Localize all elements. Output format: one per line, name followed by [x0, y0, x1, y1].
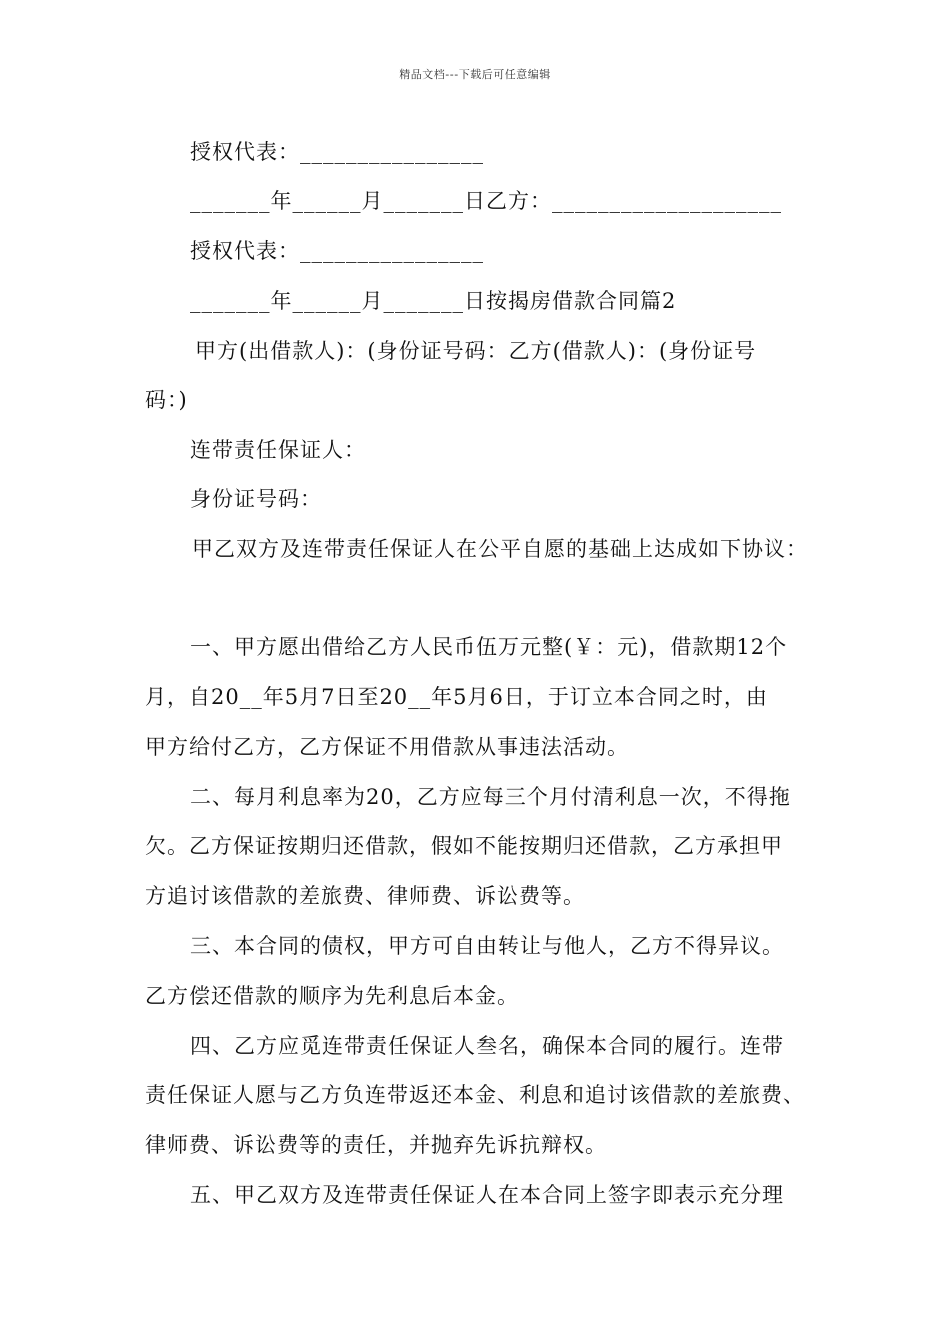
clause-4-line-3: 律师费、诉讼费等的责任，并抛弃先诉抗辩权。 [145, 1133, 607, 1157]
agreement-intro: 甲乙双方及连带责任保证人在公平自愿的基础上达成如下协议： [192, 537, 808, 561]
id-number-label: 身份证号码： [190, 487, 322, 511]
date-title-line: _______年______月_______日按揭房借款合同篇2 [190, 289, 677, 313]
clause-5-line-1: 五、甲乙双方及连带责任保证人在本合同上签字即表示充分理 [190, 1183, 784, 1207]
clause-2-line-1: 二、每月利息率为20，乙方应每三个月付清利息一次，不得拖 [190, 785, 791, 809]
page-header: 精品文档---下载后可任意编辑 [399, 68, 551, 81]
parties-line: 甲方(出借款人)：(身份证号码：乙方(借款人)：(身份证号 [195, 339, 757, 363]
clause-4-line-1: 四、乙方应觅连带责任保证人叁名，确保本合同的履行。连带 [190, 1034, 784, 1058]
clause-4-line-2: 责任保证人愿与乙方负连带返还本金、利息和追讨该借款的差旅费、 [145, 1083, 805, 1107]
guarantor-label: 连带责任保证人： [190, 438, 366, 462]
clause-1-line-1: 一、甲方愿出借给乙方人民币伍万元整(￥：元)，借款期12个 [190, 635, 788, 659]
clause-2-line-2: 欠。乙方保证按期归还借款，假如不能按期归还借款，乙方承担甲 [145, 834, 783, 858]
clause-2-line-3: 方追讨该借款的差旅费、律师费、诉讼费等。 [145, 884, 585, 908]
clause-1-line-2: 月，自20__年5月7日至20__年5月6日，于订立本合同之时，由 [145, 685, 768, 709]
clause-3-line-2: 乙方偿还借款的顺序为先利息后本金。 [145, 984, 519, 1008]
date-party-b-line: _______年______月_______日乙方：____________________ [190, 189, 782, 213]
authorized-rep-line-1: 授权代表：________________ [190, 140, 484, 164]
clause-3-line-1: 三、本合同的债权，甲方可自由转让与他人，乙方不得异议。 [190, 934, 784, 958]
clause-1-line-3: 甲方给付乙方，乙方保证不用借款从事违法活动。 [145, 735, 629, 759]
parties-line-cont: 码：) [145, 388, 188, 412]
authorized-rep-line-2: 授权代表：________________ [190, 239, 484, 263]
